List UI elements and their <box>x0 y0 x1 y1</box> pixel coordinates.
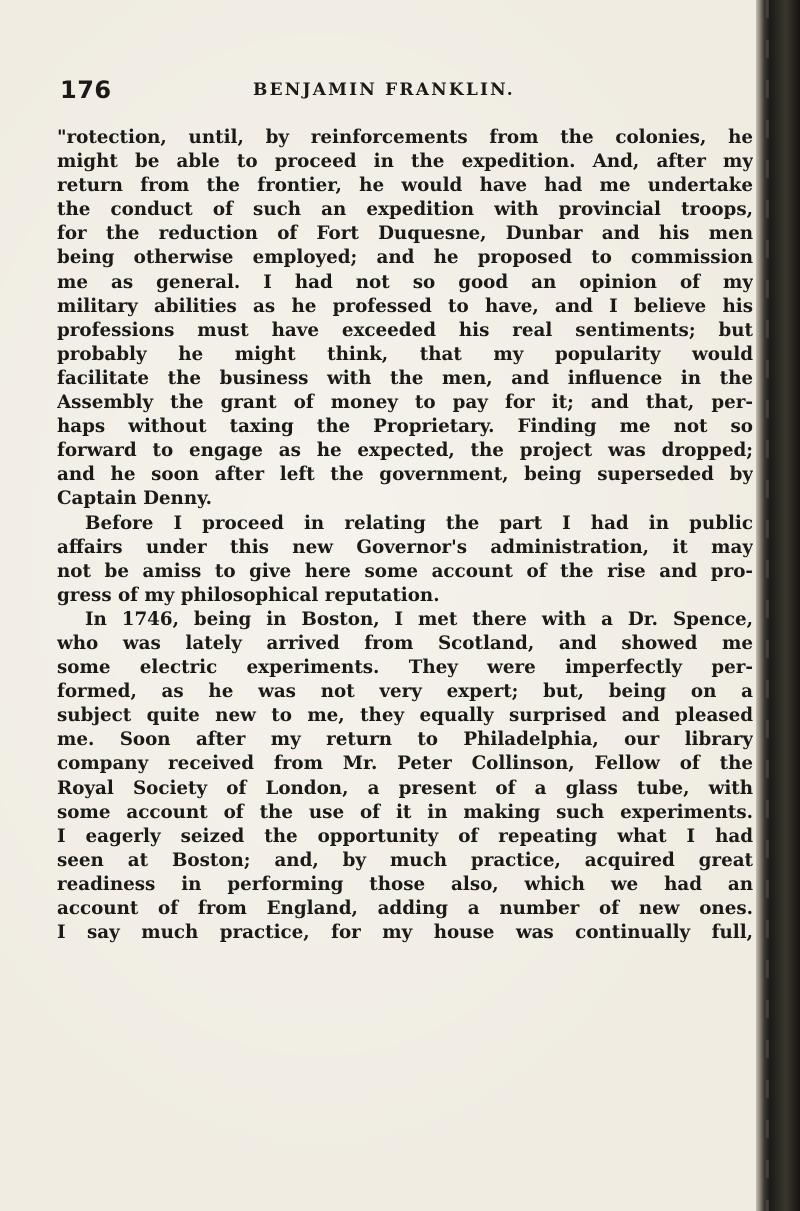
page-number: 176 <box>60 76 112 104</box>
text-line: I say much practice, for my house was continually full, <box>57 922 753 944</box>
text-line: Captain Denny. <box>57 488 213 510</box>
text-line: me as general. I had not so good an opinion of my <box>57 271 753 293</box>
text-line: return from the frontier, he would have had me undertake <box>57 175 753 197</box>
text-line: being otherwise employed; and he proposed to commission <box>57 247 753 269</box>
text-line: military abilities as he professed to have, and I believe his <box>57 295 753 317</box>
text-line: Assembly the grant of money to pay for it; and that, per- <box>57 392 753 414</box>
text-line: affairs under this new Governor's administration, it may <box>57 536 753 558</box>
text-line: Royal Society of London, a present of a glass tube, with <box>57 777 753 799</box>
text-line: not be amiss to give here some account of the rise and pro- <box>57 560 753 582</box>
text-line: and he soon after left the government, being superseded by <box>57 464 753 486</box>
text-line: In 1746, being in Boston, I met there with a Dr. Spence, <box>85 608 753 630</box>
text-line: seen at Boston; and, by much practice, acquired great <box>57 849 753 871</box>
page-header <box>60 76 750 106</box>
text-line: might be able to proceed in the expedition. And, after my <box>57 151 753 173</box>
text-line: me. Soon after my return to Philadelphia, our library <box>57 729 753 751</box>
text-line: facilitate the business with the men, and influence in the <box>57 367 753 389</box>
book-spine-edge <box>756 0 800 1211</box>
text-line: company received from Mr. Peter Collinson, Fellow of the <box>57 753 753 775</box>
text-line: who was lately arrived from Scotland, and showed me <box>57 632 753 654</box>
text-line: account of from England, adding a number of new ones. <box>57 898 753 919</box>
text-line: "rotection, until, by reinforcements from the colonies, he <box>57 127 753 148</box>
text-line: formed, as he was not very expert; but, being on a <box>57 681 753 703</box>
text-line: professions must have exceeded his real sentiments; but <box>57 319 753 341</box>
text-line: the conduct of such an expedition with provincial troops, <box>57 199 753 221</box>
text-line: Before I proceed in relating the part I had in public <box>85 512 753 534</box>
text-line: gress of my philosophical reputation. <box>57 584 440 606</box>
text-line: haps without taxing the Proprietary. Finding me not so <box>57 416 753 438</box>
text-line: forward to engage as he expected, the project was dropped; <box>57 440 753 462</box>
text-line: probably he might think, that my popularity would <box>57 343 753 365</box>
text-line: readiness in performing those also, which we had an <box>57 873 753 895</box>
text-line: some electric experiments. They were imperfectly per- <box>57 657 753 679</box>
text-line: I eagerly seized the opportunity of repeating what I had <box>57 825 753 847</box>
running-head: BENJAMIN FRANKLIN. <box>253 80 515 100</box>
text-line: subject quite new to me, they equally surprised and pleased <box>57 705 753 727</box>
text-line: for the reduction of Fort Duquesne, Dunbar and his men <box>57 223 753 245</box>
body-text <box>57 126 753 945</box>
text-line: some account of the use of it in making such experiments. <box>57 801 753 823</box>
